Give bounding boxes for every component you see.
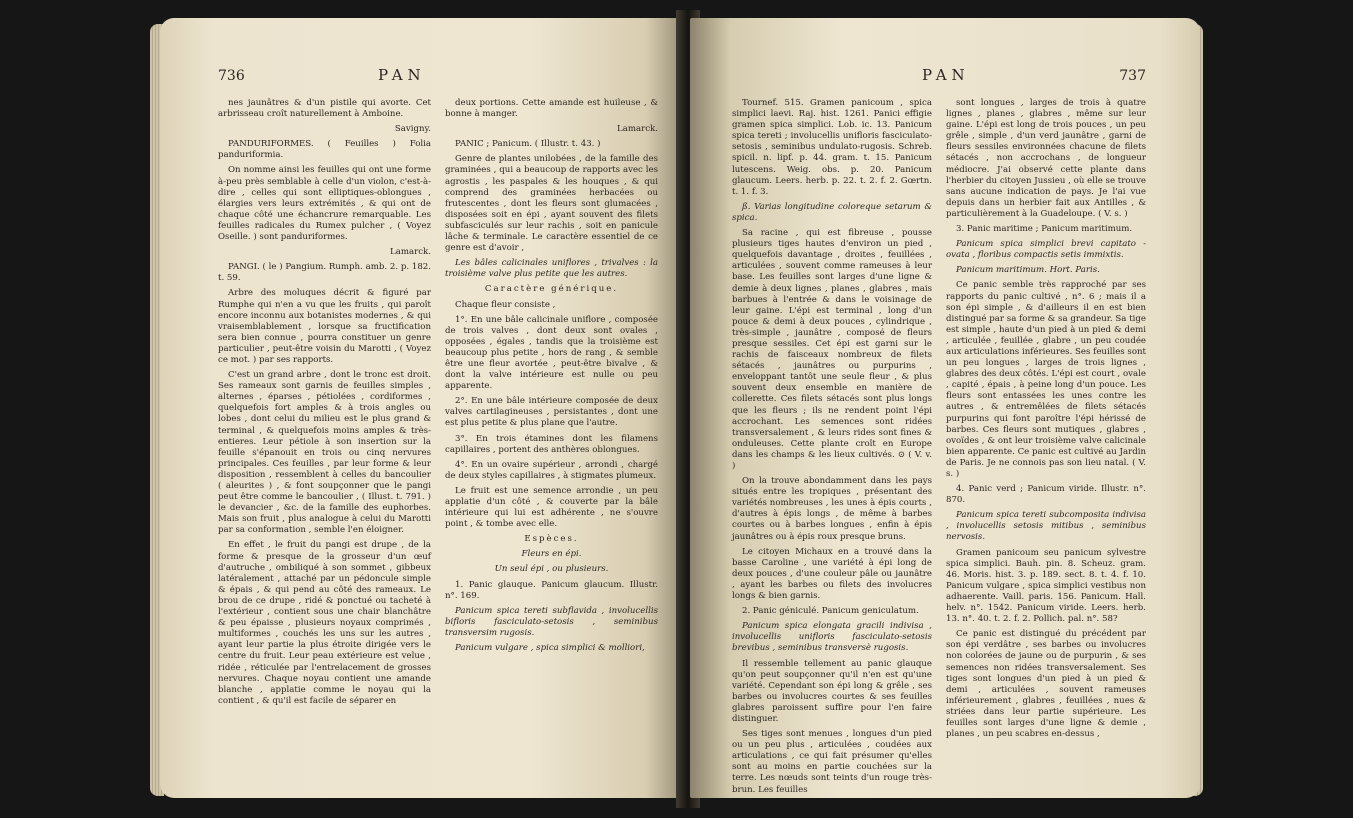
paragraph: Espèces.: [524, 534, 579, 545]
paragraph: Lamarck.: [617, 124, 658, 135]
left-column-2: [445, 98, 658, 711]
left-column-1: [218, 98, 431, 711]
paragraph: Il ressemble tellement au panic glauque qu'on peut soupçonner qu'il n'en est qu'une variété. Cependant son épi long & grêle , ses barbes ou involucres courtes & ses feuilles glabres paroissent suffire pour l'en faire distinguer.: [732, 658, 932, 724]
paragraph: 4°. En un ovaire supérieur , arrondi , chargé de deux styles capillaires , à stigmates plumeux.: [445, 459, 658, 481]
paragraph: PANIC ; Panicum. ( Illustr. t. 43. ): [455, 139, 601, 150]
paragraph: Ce panic est distingué du précédent par son épi verdâtre , ses barbes ou involucres non colorées de jaune ou de purpurin , & ses semences non ridées transversalement. Ses tiges sont longues d'un pied à un pied & demi , articulées , souvent rameuses inférieurement , glabres , feuillées , nues & striées dans leur partie supérieure. Les feuilles sont larges d'une ligne & demie , planes , un peu scabres en-dessus ,: [946, 629, 1146, 740]
open-book: [150, 10, 1203, 808]
paragraph: Gramen panicoum seu panicum sylvestre spica simplici. Bauh. pin. 8. Scheuz. gram. 46. Moris. hist. 3. p. 189. sect. 8. t. 4. f. 10. Panicum vulgare , spica simplici vestibus non adhaerente. Vaill. paris. 156. Panicum. Hall. helv. n°. 1542. Panicum viride. Leers. herb. 13. n°. 40. t. 2. f. 2. Pollich. pal. n°. 58?: [946, 547, 1146, 625]
paragraph: Panicum spica tereti subflavida , involucellis bifloris fasciculato-setosis , seminibus transversim rugosis.: [445, 605, 658, 638]
right-column-1: [732, 98, 932, 798]
paragraph: Panicum spica elongata gracili indivisa , involucellis unifloris fasciculato-setosis brevibus , seminibus transversè rugosis.: [732, 621, 932, 654]
paragraph: Ses tiges sont menues , longues d'un pied ou un peu plus , articulées , coudées aux articulations , ce qui fait présumer qu'elles sont au moins en partie couchées sur la terre. Les nœuds sont teints d'un rouge très-brun. Les feuilles: [732, 729, 932, 795]
right-page: [690, 18, 1200, 798]
paragraph: Savigny.: [394, 124, 431, 135]
paragraph: Panicum vulgare , spica simplici & molliori,: [455, 643, 645, 654]
paragraph: 4. Panic verd ; Panicum viride. Illustr. n°. 870.: [946, 484, 1146, 506]
paragraph: 1. Panic glauque. Panicum glaucum. Illustr. n°. 169.: [445, 579, 658, 601]
paragraph: 2. Panic géniculé. Panicum geniculatum.: [742, 606, 919, 617]
left-page-columns: [218, 98, 658, 711]
running-head: PAN: [922, 66, 970, 84]
page-number: 736: [218, 68, 245, 84]
paragraph: Lamarck.: [390, 247, 431, 258]
paragraph: On nomme ainsi les feuilles qui ont une forme à-peu près semblable à celle d'un violon, c'est-à-dire , celles qui sont elliptiques-oblongues , élargies vers leurs extrémités , & qui ont de chaque côté une échancrure remarquable. Les feuilles radicales du Rumex pulcher , ( Voyez Oseille. ) sont panduriformes.: [218, 165, 431, 243]
paragraph: nes jaunâtres & d'un pistile qui avorte. Cet arbrisseau croît naturellement à Amboine.: [218, 98, 431, 120]
paragraph: Chaque fleur consiste ,: [455, 299, 556, 310]
page-number: 737: [1119, 68, 1146, 84]
paragraph: Les bâles calicinales uniflores , trivalves : la troisième valve plus petite que les autres.: [445, 258, 658, 280]
paragraph: 1°. En une bâle calicinale uniflore , composée de trois valves , dont deux sont ovales , opposées , égales , tandis que la troisième est beaucoup plus petite , hors de rang , & semble être une fleur avortée , peut-être bivalve , & dont la valve intérieure est nulle ou peu apparente.: [445, 314, 658, 392]
paragraph: 2°. En une bâle intérieure composée de deux valves cartilagineuses , persistantes , dont une est plus petite & plus plane que l'autre.: [445, 396, 658, 429]
paragraph: Fleurs en épi.: [521, 549, 582, 560]
paragraph: deux portions. Cette amande est huileuse , & bonne à manger.: [445, 98, 658, 120]
paragraph: Ce panic semble très rapproché par ses rapports du panic cultivé , n°. 6 ; mais il a son épi simple , & d'ailleurs il en est bien distingué par sa forme & sa grandeur. Sa tige est simple , haute d'un pied à un pied & demi , articulée , feuillée , glabre , un peu coudée aux articulations inférieures. Ses feuilles sont un peu longues , larges de trois lignes , glabres des deux côtés. L'épi est court , ovale , capité , épais , à peine long d'un pouce. Les fleurs sont entassées les unes contre les autres , & entremêlées de filets sétacés purpurins qui font paroître l'épi hérissé de barbes. Ces fleurs sont mutiques , glabres , ovoïdes , & ont leur troisième valve calicinale bien apparente. Ce panic est cultivé au Jardin de Paris. Je ne connois pas son lieu natal. ( V. s. ): [946, 280, 1146, 479]
paragraph: C'est un grand arbre , dont le tronc est droit. Ses rameaux sont garnis de feuilles simples , alternes , éparses , pétiolées , cordiformes , quelquefois fort amples & à trois angles ou lobes , dont celui du milieu est le plus grand & terminal , & quelquefois moins amples & très-entieres. Leur pétiole à son insertion sur la feuille s'épanouit en trois ou cinq nervures principales. Ces feuilles , par leur forme & leur disposition , ressemblent à celles du bancoulier ( aleurites ) , & font soupçonner que le pangi peut être comme le bancoulier , ( Illust. t. 791. ) le devancier , &c. de la famille des euphorbes. Mais son fruit , plus analogue à celui du Marotti par sa conformation , semble l'en éloigner.: [218, 370, 431, 536]
left-page: [160, 18, 688, 798]
running-head: PAN: [378, 66, 426, 84]
paragraph: PANDURIFORMES. ( Feuilles ) Folia panduriformia.: [218, 139, 431, 161]
paragraph: En effet , le fruit du pangi est drupe , de la forme & presque de la grosseur d'un œuf d'autruche , ombiliqué à son sommet , gibbeux latéralement , attaché par un pédoncule simple & épais , & qui pend au côté des rameaux. Le brou de ce drupe , ridé & ponctué ou tacheté à l'extérieur , contient sous une chair blanchâtre & peu épaisse , plusieurs noyaux comprimés , multiformes , couchés les uns sur les autres , ayant leur partie la plus étroite dirigée vers le centre du fruit. Leur peau extérieure est velue , ridée , réticulée par l'entrelacement de grosses nervures. Chaque noyau contient une amande blanche , applatie comme le noyau qui la contient , & qu'il est facile de séparer en: [218, 540, 431, 706]
right-page-header: [732, 66, 1146, 92]
paragraph: 3. Panic maritime ; Panicum maritimum.: [956, 224, 1133, 235]
paragraph: Tournef. 515. Gramen panicoum , spica simplici laevi. Raj. hist. 1261. Panici effigie gramen spica simplici. Lob. ic. 13. Panicum spica tereti ; involucellis unifloris fasciculato-setosis , seminibus undulato-rugosis. Schreb. spicil. n. lipf. p. 44. gram. t. 15. Panicum lutescens. Weig. obs. p. 20. Panicum glaucum. Leers. herb. p. 22. t. 2. f. 2. Gœrtn. t. 1. f. 3.: [732, 98, 932, 197]
left-page-header: [218, 66, 658, 92]
paragraph: Arbre des moluques décrit & figuré par Rumphe qui n'en a vu que les fruits , qui paroît encore inconnu aux botanistes modernes , & qui vraisemblablement , lorsque sa fructification sera bien connue , pourra constituer un genre particulier , peut-être voisin du Marotti , ( Voyez ce mot. ) par ses rapports.: [218, 288, 431, 365]
paragraph: On la trouve abondamment dans les pays situés entre les tropiques , présentant des variétés nombreuses , les unes à épis courts , d'autres à épis longs , de même à barbes courtes ou à barbes longues , enfin à épis jaunâtres ou à épis roux presque bruns.: [732, 476, 932, 542]
right-page-columns: [732, 98, 1146, 798]
paragraph: Un seul épi , ou plusieurs.: [494, 564, 609, 575]
paragraph: PANGI. ( le ) Pangium. Rumph. amb. 2. p. 182. t. 59.: [218, 262, 431, 284]
paragraph: Le fruit est une semence arrondie , un peu applatie d'un côté , & couverte par la bâle intérieure qui lui est adhérente , ne s'ouvre point , & tombe avec elle.: [445, 485, 658, 530]
paragraph: 3°. En trois étamines dont les filamens capillaires , portent des anthères oblongues.: [445, 433, 658, 455]
paragraph: Caractère générique.: [484, 284, 619, 295]
paragraph: Sa racine , qui est fibreuse , pousse plusieurs tiges hautes d'environ un pied , quelquefois davantage , droites , feuillées , articulées , souvent comme rameuses à leur base. Les feuilles sont larges d'une ligne & demie à deux lignes , planes , glabres , mais barbues à l'entrée & dans le voisinage de leur gaine. L'épi est terminal , long d'un pouce & demi à deux pouces , cylindrique , très-simple , jaunâtre , composé de fleurs presque sessiles. Cet épi est garni sur le rachis de faisceaux nombreux de filets sétacés , jaunâtres ou purpurins , enveloppant tantôt une seule fleur , & plus souvent deux ensemble en manière de collerette. Ces filets sétacés sont plus longs que les fleurs ; ils ne rendent point l'épi accrochant. Les semences sont ridées transversalement , & leurs rides sont fines & onduleuses. Cette plante croît en Europe dans les champs & les lieux cultivés. ⊙ ( V. v. ): [732, 228, 932, 471]
paragraph: ß. Varias longitudine coloreque setarum & spica.: [732, 201, 932, 223]
paragraph: Le citoyen Michaux en a trouvé dans la basse Caroline , une variété à épi long de deux pouces , d'une couleur pâle ou jaunâtre , ayant les barbes ou filets des involucres longs & bien garnis.: [732, 546, 932, 602]
paragraph: Panicum spica simplici brevi capitato - ovata , floribus compactis setis immixtis.: [946, 239, 1146, 261]
paragraph: Genre de plantes unilobées , de la famille des graminées , qui a beaucoup de rapports avec les agrostis , les paspales & les houques , & qui comprend des graminées herbacées ou frutescentes , dont les fleurs sont glumacées , disposées soit en épi , ayant souvent des filets subfasciculés sur leur rachis , soit en panicule lâche & terminale. Le caractère essentiel de ce genre est d'avoir ,: [445, 154, 658, 254]
right-column-2: [946, 98, 1146, 798]
paragraph: Panicum spica tereti subcomposita indivisa , involucellis setosis mitibus , seminibus nervosis.: [946, 510, 1146, 543]
paragraph: sont longues , larges de trois à quatre lignes , planes , glabres , même sur leur gaine. L'épi est long de trois pouces , un peu grêle , simple , d'un verd jaunâtre , garni de fleurs sessiles environnées chacune de filets sétacés , non accrochans , de longueur médiocre. J'ai observé cette plante dans l'herbier du citoyen Jussieu , où elle se trouve sans aucune indication de pays. Je l'ai vue depuis dans un herbier fait aux Antilles , & particulièrement à la Guadeloupe. ( V. s. ): [946, 98, 1146, 219]
paragraph: Panicum maritimum. Hort. Paris.: [956, 265, 1100, 276]
